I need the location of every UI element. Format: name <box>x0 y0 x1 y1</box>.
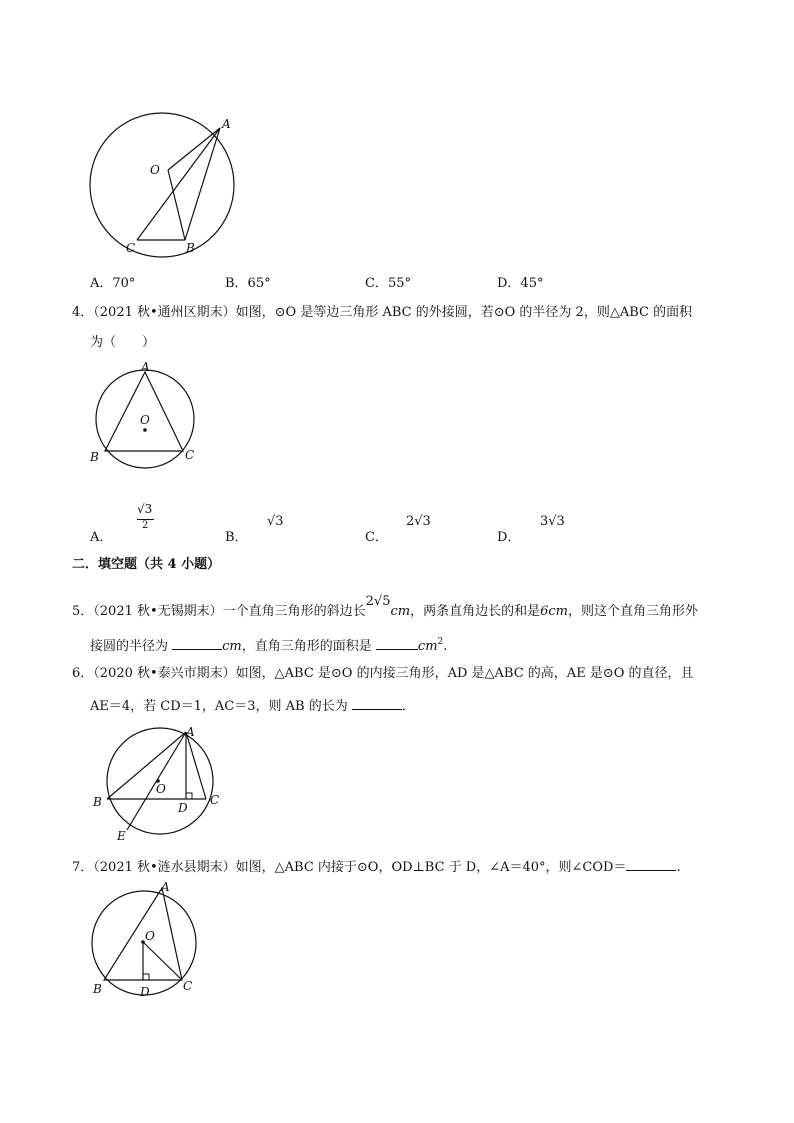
q3-figure <box>82 112 242 257</box>
q6-label-o: O <box>156 782 166 796</box>
q5-line2-a: 接圆的半径为 <box>90 639 169 654</box>
q5-unit3: cm <box>417 639 438 654</box>
q3-label-o: O <box>150 163 160 177</box>
q5-line2-b: ，直角三角形的面积是 <box>241 639 372 654</box>
q6-figure <box>90 723 230 845</box>
q5-line2 <box>90 632 447 657</box>
q3-label-c: C <box>126 241 136 255</box>
q6-label-c: C <box>210 793 220 807</box>
q4-figure <box>88 360 208 469</box>
q7-cod-blank[interactable] <box>626 856 676 871</box>
q7-label-d: D <box>140 985 150 999</box>
q4-option-c-letter: C． <box>365 530 388 545</box>
q4-option-b-letter: B． <box>225 530 248 545</box>
q7-figure <box>86 880 206 1000</box>
q7-label-c: C <box>183 979 193 993</box>
q5-text-part2: ，两条直角边长的和是 <box>410 604 541 619</box>
q6-line2-end: ． <box>401 699 415 714</box>
q3-line-ac <box>137 128 220 240</box>
section-heading: 二．填空题（共 4 小题） <box>72 557 221 572</box>
q5-sum: 6cm <box>540 604 568 619</box>
q6-label-b: B <box>93 795 102 809</box>
q3-line-ab <box>185 128 220 240</box>
q7-label-b: B <box>93 982 102 996</box>
q4-triangle <box>105 372 183 451</box>
q7-line1-end: . <box>676 860 681 875</box>
q5-hypotenuse: 2√5 <box>365 594 391 609</box>
q7-right-angle <box>143 974 149 980</box>
q3-option-b: B．65° <box>225 276 271 291</box>
q4-label-b: B <box>90 450 99 464</box>
q7-line1 <box>72 856 681 878</box>
q5-unit2: cm <box>222 639 242 654</box>
q6-circle <box>107 728 213 834</box>
q5-exponent: 2 <box>437 637 444 647</box>
q4-option-a-numerator: √3 <box>137 502 153 516</box>
q6-label-a: A <box>186 725 195 739</box>
q5-end: . <box>443 639 448 654</box>
q6-line1: 6．（2020 秋•泰兴市期末）如图，△ABC 是⊙O 的内接三角形，AD 是△ABC 的高，AE 是⊙O 的直径，且 <box>72 666 694 681</box>
q4-label-c: C <box>185 448 195 462</box>
q4-question-line2: 为（ ） <box>90 335 156 350</box>
q3-option-c: C．55° <box>365 276 411 291</box>
q5-area-blank[interactable] <box>376 635 418 650</box>
q4-label-a: A <box>141 360 150 374</box>
q5-radius-blank[interactable] <box>172 635 222 650</box>
q7-line1-a: 7．（2021 秋•涟水县期末）如图，△ABC 内接于⊙O，OD⊥BC 于 D，∠A＝40°，则∠COD＝ <box>72 860 627 875</box>
q5-unit1: cm <box>390 604 411 619</box>
q4-option-a-denominator: 2 <box>142 520 149 531</box>
q4-option-a <box>90 502 170 545</box>
q6-label-d: D <box>178 801 188 815</box>
q3-label-a: A <box>222 117 231 131</box>
q4-label-o: O <box>140 413 150 427</box>
q4-option-b-value: √3 <box>267 514 284 529</box>
q3-label-b: B <box>186 241 195 255</box>
q4-option-d-value: 3√3 <box>540 514 565 529</box>
q3-option-a: A．70° <box>90 276 136 291</box>
q5-line1 <box>72 594 699 622</box>
q4-option-a-letter: A． <box>90 530 113 545</box>
q6-right-angle <box>186 793 192 799</box>
q5-text-part1: 5．（2021 秋•无锡期末）一个直角三角形的斜边长 <box>72 604 366 619</box>
q3-line-ob <box>168 170 185 240</box>
q6-label-e: E <box>117 829 126 843</box>
q7-label-o: O <box>145 929 155 943</box>
q4-option-c-value: 2√3 <box>406 514 431 529</box>
q5-text-part3: ，则这个直角三角形外 <box>568 604 699 619</box>
q4-question-line1: 4．（2021 秋•通州区期末）如图，⊙O 是等边三角形 ABC 的外接圆，若⊙O 的半径为 2，则△ABC 的面积 <box>72 305 693 320</box>
q4-option-d-letter: D． <box>497 530 521 545</box>
q4-center-dot <box>143 428 147 432</box>
q3-option-d: D．45° <box>497 276 544 291</box>
q6-line2-a: AE＝4，若 CD＝1，AC＝3，则 AB 的长为 <box>90 699 348 714</box>
q6-line2 <box>90 695 415 717</box>
q7-label-a: A <box>161 880 170 894</box>
q6-ab-blank[interactable] <box>352 695 402 710</box>
q6-line-ab <box>107 732 186 799</box>
